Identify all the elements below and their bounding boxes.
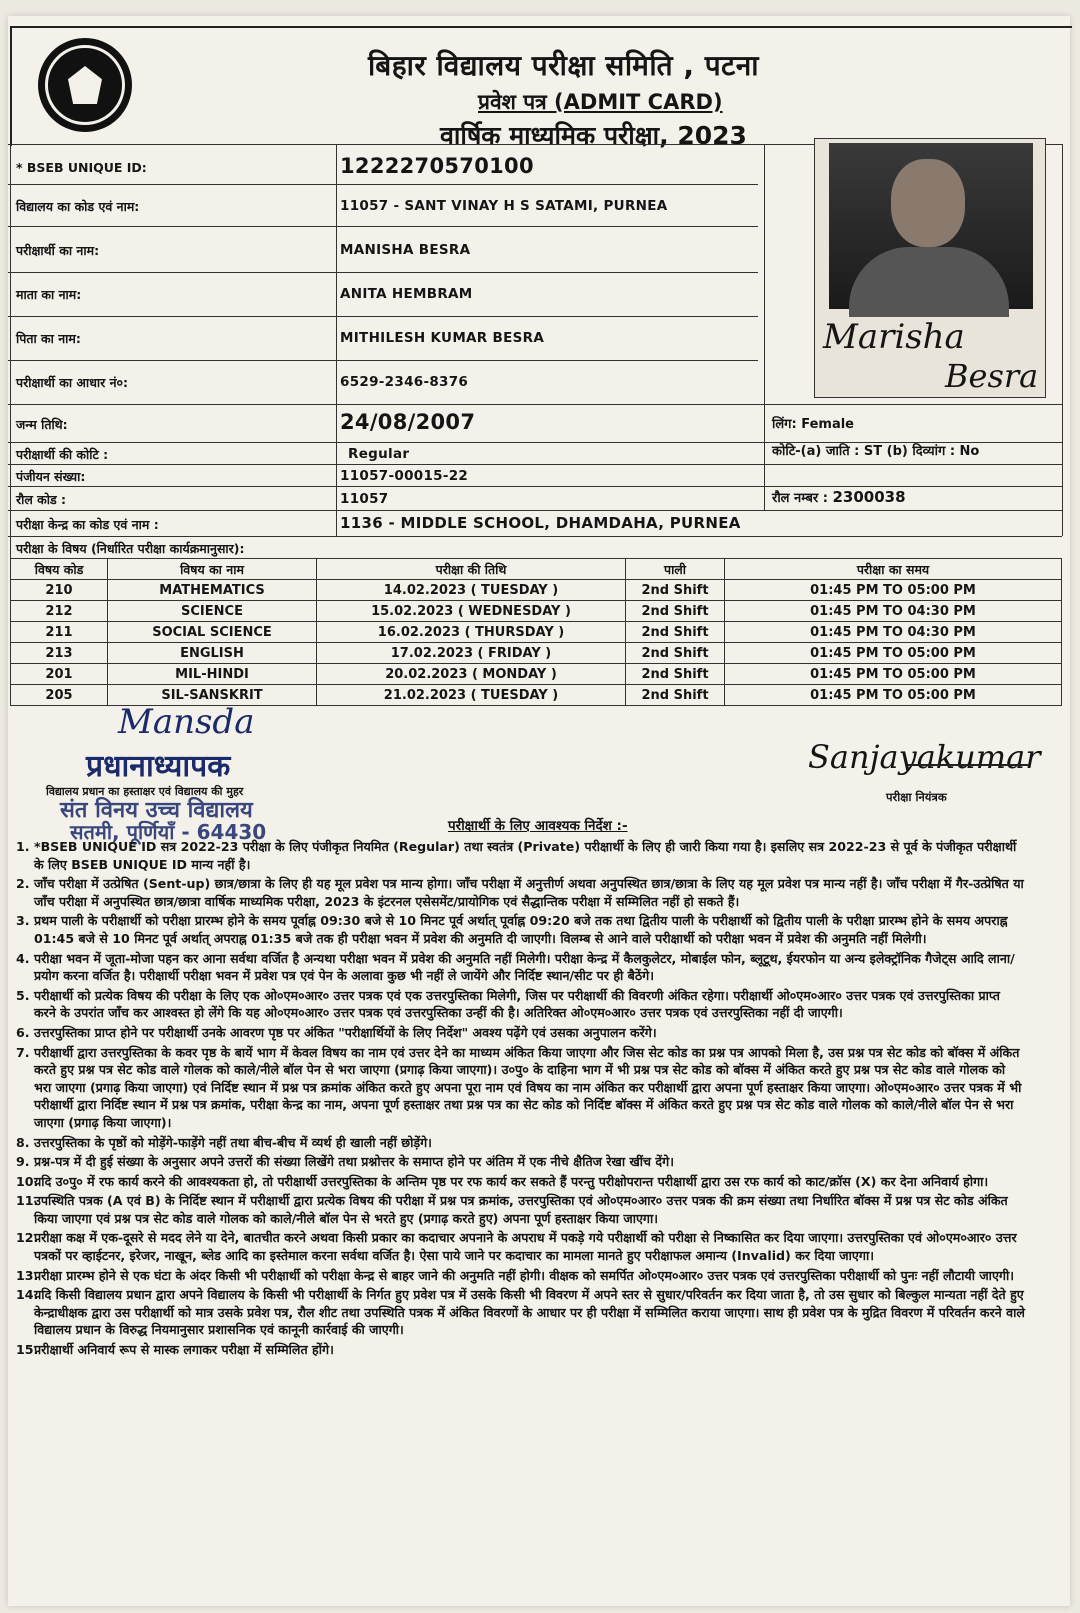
instruction-item	[16, 912, 1026, 947]
subject-name: SOCIAL SCIENCE	[108, 622, 317, 643]
instruction-item	[16, 1173, 1026, 1191]
subject-name: SIL-SANSKRIT	[108, 685, 317, 706]
schedule-row	[11, 622, 1062, 643]
exam-date: 16.02.2023 ( THURSDAY )	[317, 622, 626, 643]
col-shift: पाली	[626, 559, 725, 580]
exam-time: 01:45 PM TO 05:00 PM	[725, 643, 1062, 664]
roll-code-label: रौल कोड :	[16, 492, 67, 507]
instruction-number: 13.	[16, 1267, 39, 1283]
subject-code: 211	[11, 622, 108, 643]
instructions-title: परीक्षार्थी के लिए आवश्यक निर्देश :-	[448, 818, 628, 834]
controller-signature: Sanjayakumar	[808, 738, 1041, 776]
candidate-signature: Marisha	[823, 317, 965, 357]
exam-time: 01:45 PM TO 04:30 PM	[725, 601, 1062, 622]
instruction-text: परीक्षार्थी को प्रत्येक विषय की परीक्षा के लिए एक ओ०एम०आर० उत्तर पत्रक एवं एक उत्तरपुस्तिका मिलेगी, जिस पर परीक्षार्थी की विवरणी अंकित रहेगा। परीक्षार्थी ओ०एम०आर० उत्तर पत्रक एवं उत्तरपुस्तिका प्राप्त करने के उपरांत जाँच कर आश्वस्त हो लेंगे कि यह ओ०एम०आर० उत्तर पत्रक एवं उत्तरपुस्तिका उन्हीं की है। अतिरिक्त ओ०एम०आर० उत्तर पत्रक एवं उत्तरपुस्तिका नहीं दी जाएगी।	[34, 987, 1000, 1021]
instruction-number: 5.	[16, 987, 30, 1003]
aadhar-label: परीक्षार्थी का आधार नं०:	[16, 375, 129, 390]
subject-code: 212	[11, 601, 108, 622]
col-subject-name: विषय का नाम	[108, 559, 317, 580]
subject-code: 201	[11, 664, 108, 685]
instruction-number: 8.	[16, 1134, 30, 1150]
instruction-item	[16, 1341, 1026, 1359]
instruction-number: 12.	[16, 1230, 39, 1246]
controller-caption: परीक्षा नियंत्रक	[886, 790, 947, 804]
instruction-item	[16, 838, 1026, 873]
exam-time: 01:45 PM TO 04:30 PM	[725, 622, 1062, 643]
candidate-signature-surname: Besra	[945, 357, 1039, 395]
roll-code-value: 11057	[340, 491, 389, 507]
centre-value: 1136 - MIDDLE SCHOOL, DHAMDAHA, PURNEA	[340, 514, 741, 532]
schedule-row	[11, 664, 1062, 685]
school-stamp-line2: सतमी, पूर्णियाँ - 64430	[70, 820, 267, 844]
instruction-number: 11.	[16, 1193, 39, 1209]
shift: 2nd Shift	[626, 643, 725, 664]
instruction-text: प्रथम पाली के परीक्षार्थी को परीक्षा प्रारम्भ होने के समय पूर्वाह्न 09:30 बजे से 10 मिनट पूर्व अर्थात् पूर्वाह्न 09:20 बजे तक तथा द्वितीय पाली के परीक्षार्थी को द्वितीय पाली के परीक्षा प्रारम्भ होने के समय अपराह्न 01:45 बजे से 10 मिनट पूर्व अर्थात् अपराह्न 01:35 बजे तक ही परीक्षा भवन में प्रवेश की अनुमति दी जाएगी। विलम्ब से आने वाले परीक्षार्थी को परीक्षा भवन में प्रवेश की अनुमति नहीं मिलेगी।	[34, 913, 1008, 946]
candidate-photo	[814, 138, 1046, 398]
instruction-text: उत्तरपुस्तिका के पृष्ठों को मोड़ेंगे-फाड़ेंगे नहीं तथा बीच-बीच में व्यर्थ ही खाली नहीं छोड़ेंगे।	[34, 1134, 432, 1150]
bseb-logo	[38, 38, 132, 132]
instruction-number: 6.	[16, 1024, 30, 1040]
admit-card-title: प्रवेश पत्र (ADMIT CARD)	[478, 90, 723, 114]
instruction-number: 15.	[16, 1342, 39, 1358]
instruction-text: परीक्षा भवन में जूता-मोजा पहन कर आना सर्वथा वर्जित है अन्यथा परीक्षा भवन में प्रवेश की अनुमति नहीं मिलेगी। परीक्षा केन्द्र में कैलकुलेटर, मोबाईल फोन, ब्लूटूथ, ईयरफोन या अन्य इलेक्ट्रॉनिक गैजेट्स आदि लाना/प्रयोग करना वर्जित है। परीक्षार्थी परीक्षा भवन में प्रवेश पत्र एवं पेन के अलावा कुछ भी नहीं ले जायेंगे और निर्दिष्ट स्थान/सीट पर ही बैठेंगे।	[34, 950, 1015, 984]
category-label: परीक्षार्थी की कोटि :	[16, 447, 109, 462]
instruction-number: 4.	[16, 950, 30, 966]
dob-value: 24/08/2007	[340, 410, 476, 434]
roll-number-value: 2300038	[832, 488, 906, 506]
schedule-row	[11, 643, 1062, 664]
subject-name: MATHEMATICS	[108, 580, 317, 601]
roll-number-label: रौल नम्बर : 2300038	[772, 488, 906, 506]
centre-label: परीक्षा केन्द्र का कोड एवं नाम :	[16, 517, 159, 532]
instruction-item	[16, 1134, 1026, 1152]
instruction-item	[16, 1153, 1026, 1171]
father-name-value: MITHILESH KUMAR BESRA	[340, 330, 545, 346]
col-exam-date: परीक्षा की तिथि	[317, 559, 626, 580]
exam-time: 01:45 PM TO 05:00 PM	[725, 685, 1062, 706]
col-exam-time: परीक्षा का समय	[725, 559, 1062, 580]
instruction-text: जाँच परीक्षा में उत्प्रेषित (Sent-up) छात्र/छात्रा के लिए ही यह मूल प्रवेश पत्र मान्य होगा। जाँच परीक्षा में अनुत्तीर्ण अथवा अनुपस्थित छात्र/छात्रा के लिए यह मूल प्रवेश पत्र मान्य नहीं है। जाँच परीक्षा में गैर-उत्प्रेषित या जाँच परीक्षा में अनुपस्थित छात्र/छात्रा वार्षिक माध्यमिक परीक्षा, 2023 के इंटरनल एसेसमेंट/प्रायोगिक एवं सैद्धान्तिक परीक्षा में सम्मिलित नहीं हो सकते हैं।	[34, 876, 1024, 909]
instruction-number: 10.	[16, 1173, 39, 1189]
exam-schedule-table	[10, 558, 1062, 706]
category-value: Regular	[348, 446, 410, 462]
instruction-item	[16, 950, 1026, 985]
aadhar-value: 6529-2346-8376	[340, 374, 469, 390]
subjects-label: परीक्षा के विषय (निर्धारित परीक्षा कार्यक्रमानुसार):	[16, 541, 245, 556]
instruction-text: उपस्थिति पत्रक (A एवं B) के निर्दिष्ट स्थान में परीक्षार्थी द्वारा प्रत्येक विषय की परीक्षा में प्रश्न पत्र क्रमांक, उत्तरपुस्तिका एवं ओ०एम०आर० उत्तर पत्रक की क्रम संख्या तथा निर्धारित बॉक्स में प्रश्न पत्र सेट कोड अंकित किया जाएगा एवं प्रश्न पत्र सेट कोड वाले गोलक को काले/नीले बॉल पेन से भरते हुए (प्रगाढ़ करते हुए) अपना पूर्ण हस्ताक्षर किया जाएगा।	[34, 1193, 1008, 1226]
registration-value: 11057-00015-22	[340, 468, 469, 484]
unique-id-label: * BSEB UNIQUE ID:	[16, 160, 147, 175]
instruction-item	[16, 1192, 1026, 1227]
school-value: 11057 - SANT VINAY H S SATAMI, PURNEA	[340, 198, 668, 214]
instruction-number: 2.	[16, 876, 30, 892]
father-name-label: पिता का नाम:	[16, 331, 81, 346]
instruction-text: परीक्षार्थी द्वारा उत्तरपुस्तिका के कवर पृष्ठ के बायें भाग में केवल विषय का नाम एवं उत्तर देने का माध्यम अंकित किया जाएगा और जिस सेट कोड का प्रश्न पत्र आपको मिला है, उस प्रश्न पत्र सेट कोड को बॉक्स में अंकित करते हुए प्रश्न पत्र सेट कोड वाले गोलक को काले/नीले बॉल पेन से भरा जाएगा (प्रगाढ़ किया जाएगा)। उ०पु० के दाहिना भाग में भी प्रश्न पत्र सेट कोड को बॉक्स में अंकित करते हुए प्रश्न पत्र सेट कोड वाले गोलक को भरा जाएगा (प्रगाढ़ किया जाएगा) एवं निर्दिष्ट स्थान में प्रश्न पत्र क्रमांक अंकित करते हुए अपना पूरा नाम एवं विषय का नाम अंकित कर परीक्षार्थी द्वारा अपना पूर्ण हस्ताक्षर किया जाएगा। ओ०एम०आर० उत्तर पत्रक में भी परीक्षार्थी द्वारा निर्दिष्ट स्थान में प्रश्न पत्र क्रमांक, परीक्षा केन्द्र का नाम, अपना पूर्ण हस्ताक्षर तथा प्रश्न पत्र का सेट कोड को निर्दिष्ट बॉक्स में अंकित करते हुए प्रश्न पत्र सेट कोड वाले गोलक को काले/नीले बॉल पेन से भरा जाएगा (प्रगाढ़ किया जाएगा)।	[34, 1044, 1022, 1130]
instruction-item	[16, 1044, 1026, 1132]
instruction-number: 7.	[16, 1044, 30, 1060]
admit-card-sheet	[8, 16, 1070, 1606]
subject-name: ENGLISH	[108, 643, 317, 664]
exam-time: 01:45 PM TO 05:00 PM	[725, 664, 1062, 685]
subject-code: 213	[11, 643, 108, 664]
subject-code: 205	[11, 685, 108, 706]
exam-date: 17.02.2023 ( FRIDAY )	[317, 643, 626, 664]
instruction-text: परीक्षार्थी अनिवार्य रूप से मास्क लगाकर परीक्षा में सम्मिलित होंगे।	[34, 1342, 334, 1358]
exam-date: 15.02.2023 ( WEDNESDAY )	[317, 601, 626, 622]
dob-label: जन्म तिथि:	[16, 417, 68, 432]
schedule-row	[11, 601, 1062, 622]
instruction-item	[16, 875, 1026, 910]
shift: 2nd Shift	[626, 580, 725, 601]
mother-name-value: ANITA HEMBRAM	[340, 286, 473, 302]
instruction-item	[16, 1229, 1026, 1264]
caste-info: कोटि-(a) जाति : ST (b) दिव्यांग : No	[772, 444, 980, 459]
shift: 2nd Shift	[626, 664, 725, 685]
instruction-number: 1.	[16, 839, 30, 854]
headmaster-caption: विद्यालय प्रधान का हस्ताक्षर एवं विद्यालय की मुहर	[46, 785, 244, 798]
school-stamp-line1: संत विनय उच्च विद्यालय	[60, 798, 253, 823]
exam-date: 14.02.2023 ( TUESDAY )	[317, 580, 626, 601]
instruction-item	[16, 1267, 1026, 1285]
instruction-item	[16, 1286, 1026, 1339]
schedule-row	[11, 580, 1062, 601]
board-name: बिहार विद्यालय परीक्षा समिति , पटना	[368, 49, 760, 82]
unique-id-value: 1222270570100	[340, 154, 534, 178]
candidate-name-value: MANISHA BESRA	[340, 242, 471, 258]
instruction-number: 3.	[16, 913, 30, 929]
instruction-item	[16, 987, 1026, 1022]
col-subject-code: विषय कोड	[11, 559, 108, 580]
instruction-text: परीक्षा कक्ष में एक-दूसरे से मदद लेने या देने, बातचीत करने अथवा किसी प्रकार का कदाचार अपनाने के अपराध में पकड़े गये परीक्षार्थी को परीक्षा से निष्कासित कर दिया जाएगा। उत्तरपुस्तिका एवं ओ०एम०आर० उत्तर पत्रकों पर व्हाईटनर, इरेजर, नाखून, ब्लेड आदि का इस्तेमाल करना सर्वथा वर्जित है। ऐसा पाये जाने पर कदाचार का मामला मानते हुए परीक्षाफल अमान्य (Invalid) कर दिया जाएगा।	[34, 1230, 1017, 1264]
subject-name: SCIENCE	[108, 601, 317, 622]
mother-name-label: माता का नाम:	[16, 287, 82, 302]
headmaster-title: प्रधानाध्यापक	[86, 749, 231, 784]
school-label: विद्यालय का कोड एवं नाम:	[16, 199, 140, 214]
instructions-list	[16, 838, 1026, 1361]
registration-label: पंजीयन संख्या:	[16, 469, 86, 484]
instruction-number: 9.	[16, 1154, 30, 1170]
instruction-text: *BSEB UNIQUE ID सत्र 2022-23 परीक्षा के लिए पंजीकृत नियमित (Regular) तथा स्वतंत्र (Private) परीक्षार्थी के लिए ही जारी किया गया है। इसलिए सत्र 2022-23 से पूर्व के पंजीकृत परीक्षार्थी के लिए BSEB UNIQUE ID मान्य नहीं है।	[34, 839, 1017, 872]
subject-code: 210	[11, 580, 108, 601]
instruction-text: उत्तरपुस्तिका प्राप्त होने पर परीक्षार्थी उनके आवरण पृष्ठ पर अंकित "परीक्षार्थियों के लिए निर्देश" अवश्य पढ़ेंगे एवं उसका अनुपालन करेंगे।	[34, 1024, 657, 1040]
exam-title: वार्षिक माध्यमिक परीक्षा, 2023	[440, 121, 747, 150]
instruction-item	[16, 1024, 1026, 1042]
subject-name: MIL-HINDI	[108, 664, 317, 685]
instruction-text: परीक्षा प्रारम्भ होने से एक घंटा के अंदर किसी भी परीक्षार्थी को परीक्षा केन्द्र से बाहर जाने की अनुमति नहीं होगी। वीक्षक को समर्पित ओ०एम०आर० उत्तर पत्रक एवं उत्तरपुस्तिका परीक्षार्थी को पुनः नहीं लौटायी जाएगी।	[34, 1267, 1015, 1283]
gender-label: लिंग: Female	[772, 417, 854, 432]
headmaster-signature: Mansda	[118, 702, 255, 742]
instruction-text: यदि उ०पु० में रफ कार्य करने की आवश्यकता हो, तो परीक्षार्थी उत्तरपुस्तिका के अन्तिम पृष्ठ पर रफ कार्य कर सकते हैं परन्तु परीक्षोपरान्त परीक्षार्थी द्वारा उस रफ कार्य को काट/क्रॉस (X) कर देना अनिवार्य होगा।	[34, 1173, 989, 1189]
instruction-number: 14.	[16, 1287, 39, 1303]
shift: 2nd Shift	[626, 601, 725, 622]
shift: 2nd Shift	[626, 622, 725, 643]
exam-time: 01:45 PM TO 05:00 PM	[725, 580, 1062, 601]
instruction-text: यदि किसी विद्यालय प्रधान द्वारा अपने विद्यालय के किसी भी परीक्षार्थी के निर्गत हुए प्रवेश पत्र में उसके किसी भी विवरण में अपने स्तर से सुधार/परिवर्तन कर दिया जाता है, तो उस सुधार को बिल्कुल मान्यता नहीं देते हुए केन्द्राधीक्षक द्वारा उस परीक्षार्थी को मात्र उसके प्रवेश पत्र, रौल शीट तथा उपस्थिति पत्रक में अंकित विवरणों के आधार पर ही परीक्षा में सम्मिलित कराया जाएगा। साथ ही प्रवेश पत्र के मुद्रित विवरण में परिवर्तन करने वाले विद्यालय प्रधान के विरुद्ध नियमानुसार प्रशासनिक एवं कानूनी कार्रवाई की जाएगी।	[34, 1287, 1025, 1338]
exam-date: 20.02.2023 ( MONDAY )	[317, 664, 626, 685]
candidate-name-label: परीक्षार्थी का नाम:	[16, 243, 100, 258]
instruction-text: प्रश्न-पत्र में दी हुई संख्या के अनुसार अपने उत्तरों की संख्या लिखेंगे तथा प्रश्नोत्तर के समाप्त होने पर अंतिम में एक नीचे क्षैतिज रेखा खींच देंगे।	[34, 1154, 674, 1170]
gender-value: Female	[801, 417, 854, 432]
exam-date: 21.02.2023 ( TUESDAY )	[317, 685, 626, 706]
shift: 2nd Shift	[626, 685, 725, 706]
